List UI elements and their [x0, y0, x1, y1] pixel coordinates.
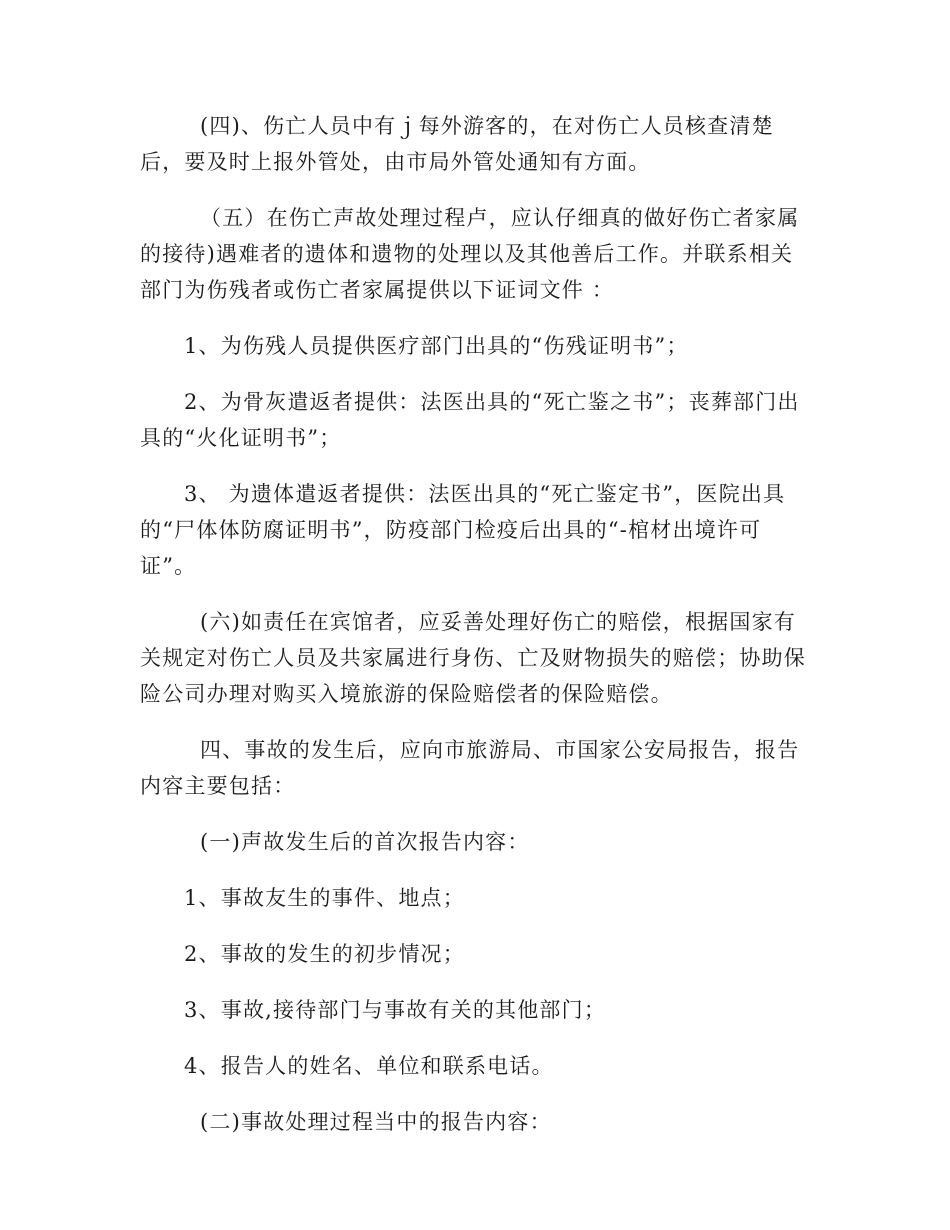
list-item-preliminary-situation: 2、事故的发生的初步情况； — [184, 942, 465, 966]
paragraph-processing-report-heading: (二)事故处理过程当中的报告内容： — [200, 1110, 552, 1134]
list-item-time-place: 1、事故友生的事件、地点； — [184, 886, 465, 910]
list-item-related-departments: 3、事故,接待部门与事故有关的其他部门； — [184, 998, 607, 1022]
paragraph-aftercare-work: （五）在伤亡声故处理过程卢，应认仔细真的做好伤亡者家属的接待)遇难者的遗体和遗物的处理以及其他善后工作。并联系相关部门为伤残者或伤亡者家属提供以下证词文件 ： — [140, 206, 800, 302]
list-item-ashes-repatriation: 2、为骨灰遣返者提供：法医出具的“死亡鉴之书”；丧葬部门出具的“火化证明书”； — [140, 390, 800, 450]
paragraph-first-report-heading: (一)声故发生后的首次报告内容： — [200, 830, 530, 854]
list-item-reporter-contact: 4、报告人的姓名、单位和联系电话。 — [184, 1054, 554, 1078]
paragraph-accident-reporting: 四、事故的发生后，应向市旅游局、市国家公安局报告，报告内容主要包括： — [140, 738, 800, 798]
list-item-disability-certificate: 1、为伤残人员提供医疗部门出具的“伤残证明书”； — [184, 334, 689, 358]
list-item-body-repatriation: 3、 为遗体遣返者提供：法医出具的“死亡鉴定书”，医院出具的“尸体体防腐证明书”，防疫部门检疫后出具的“-棺材出境许可证”。 — [140, 482, 786, 578]
paragraph-casualty-foreign-tourists: (四)、伤亡人员中有ｊ每外游客的，在对伤亡人员核查清楚后，要及时上报外管处，由市局外管处通知有方面。 — [140, 114, 774, 174]
paragraph-hotel-compensation: (六)如责任在宾馆者，应妥善处理好伤亡的赔偿，根据国家有关规定对伤亡人员及共家属进行身伤、亡及财物损失的赔偿；协助保险公司办理对购买入境旅游的保险赔偿者的保险赔偿。 — [140, 610, 806, 706]
